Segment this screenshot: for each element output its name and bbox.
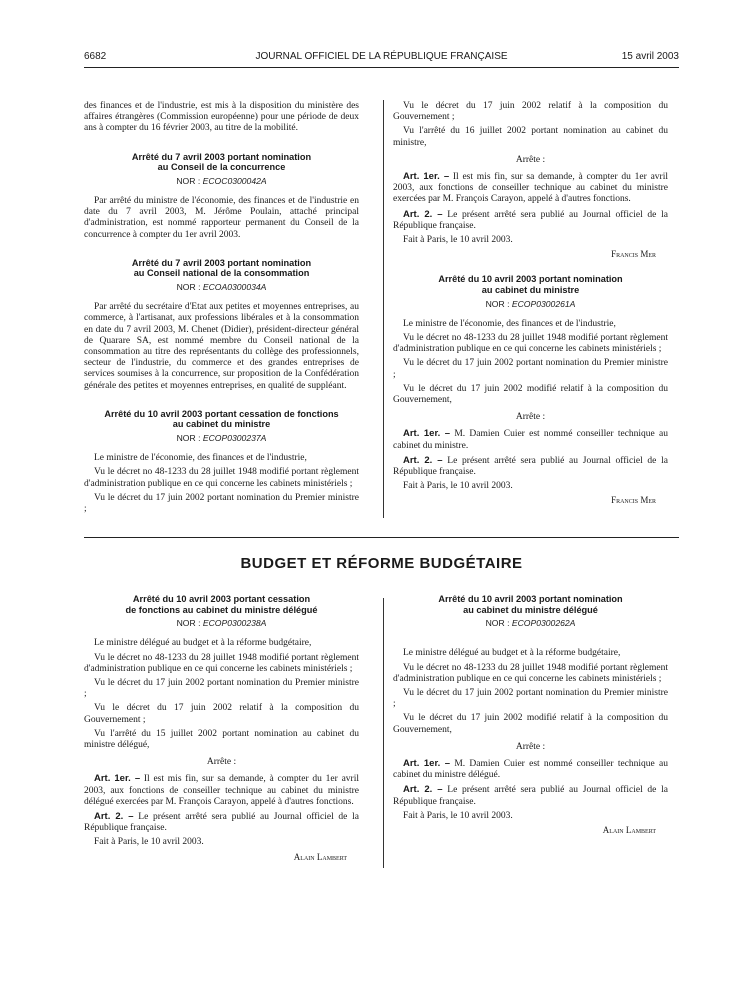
signature: Alain Lambert xyxy=(602,825,656,836)
article-2: Art. 2. – Le présent arrêté sera publié au Journal officiel de la République française. xyxy=(393,208,668,231)
signing-date: Fait à Paris, le 10 avril 2003. xyxy=(403,235,513,246)
decree-paragraph: Vu le décret du 17 juin 2002 portant nomination du Premier ministre ; xyxy=(393,358,668,380)
article-1: Art. 1er. – Il est mis fin, sur sa demande, à compter du 1er avril 2003, aux fonctions de conseiller technique au cabinet du ministre exercées par M. François Carayon, appelé à d'autres fonctions. xyxy=(393,171,668,205)
signing-date: Fait à Paris, le 10 avril 2003. xyxy=(403,481,513,492)
decree-title: Arrêté du 7 avril 2003 portant nomination au Conseil de la concurrence xyxy=(131,151,312,173)
decree-title: Arrêté du 7 avril 2003 portant nomination au Conseil national de la consommation xyxy=(131,257,312,279)
left-column-bottom xyxy=(84,594,359,863)
article-1: Art. 1er. – Il est mis fin, sur sa demande, à compter du 1er avril 2003, aux fonctions de conseiller technique au cabinet du ministre délégué exercées par M. François Carayon, appelé à d'autres fonctions. xyxy=(84,773,359,807)
decree-body: Par arrêté du ministre de l'économie, des finances et de l'industrie en date du 7 avril 2003, M. Jérôme Poulain, attaché principal d'administration, est nommé rapporteur permanent du Conseil de la concurrence à compter du 1er avril 2003. xyxy=(84,196,359,240)
article-2: Art. 2. – Le présent arrêté sera publié au Journal officiel de la République française. xyxy=(84,811,359,834)
decree-title: Arrêté du 10 avril 2003 portant nomination au cabinet du ministre délégué xyxy=(438,594,623,615)
article-2: Art. 2. – Le présent arrêté sera publié au Journal officiel de la République française. xyxy=(393,454,668,478)
arrete-heading: Arrête : xyxy=(515,154,546,165)
decree-paragraph: Vu le décret du 17 juin 2002 portant nomination du Premier ministre ; xyxy=(84,678,359,700)
section-rule xyxy=(84,537,679,538)
decree-title: Arrêté du 10 avril 2003 portant cessation de fonctions au cabinet du ministre délégué xyxy=(125,594,318,615)
decree-title: Arrêté du 10 avril 2003 portant cessation de fonctions au cabinet du ministre xyxy=(104,408,339,430)
arrete-heading: Arrête : xyxy=(515,741,546,752)
nor-reference: NOR : ECOA0300034A xyxy=(176,282,267,292)
decree-paragraph: Vu le décret du 17 juin 2002 relatif à la composition du Gouvernement ; xyxy=(393,101,668,123)
decree-paragraph: Vu le décret du 17 juin 2002 relatif à la composition du Gouvernement ; xyxy=(84,703,359,725)
continuation-text: des finances et de l'industrie, est mis à la disposition du ministère des affaires étrangères (Commission européenne) pour une période de deux ans à compter du 16 février 2003, au titre de la mobilité. xyxy=(84,101,359,134)
left-column-top xyxy=(84,101,359,518)
nor-reference: NOR : ECOP0300238A xyxy=(176,618,267,629)
page-header xyxy=(84,51,679,65)
decree-body: Par arrêté du secrétaire d'Etat aux petites et moyennes entreprises, au commerce, à l'artisanat, aux professions libérales et à la consommation en date du 7 avril 2003, M. Chenet (Didier), président-directeur général de Quarare SA, est nommé membre du Conseil national de la consommation au titre des représentants du collège des professionnels, secteur de l'industrie, du commerce et des grandes entreprises de services soumises à la concurrence, sur proposition de la Confédération générale des petites et moyennes entreprises, en qualité de suppléant. xyxy=(84,302,359,391)
decree-paragraph: Vu le décret du 17 juin 2002 modifié relatif à la composition du Gouvernement, xyxy=(393,383,668,406)
decree-paragraph: Vu l'arrêté du 16 juillet 2002 portant nomination au cabinet du ministre, xyxy=(393,126,668,148)
decree-paragraph: Vu le décret no 48-1233 du 28 juillet 1948 modifié portant règlement d'administration publique en ce qui concerne les cabinets ministériels ; xyxy=(393,333,668,355)
signing-date: Fait à Paris, le 10 avril 2003. xyxy=(403,810,513,821)
page-number: 6682 xyxy=(84,51,107,62)
article-1: Art. 1er. – M. Damien Cuier est nommé conseiller technique au cabinet du ministre délégué. xyxy=(393,758,669,781)
signature: Francis Mer xyxy=(611,249,656,260)
signature: Alain Lambert xyxy=(293,851,347,862)
right-column-bottom xyxy=(393,594,668,836)
signing-date: Fait à Paris, le 10 avril 2003. xyxy=(94,837,204,848)
nor-reference: NOR : ECOP0300261A xyxy=(485,298,576,309)
nor-reference: NOR : ECOP0300237A xyxy=(176,433,267,444)
nor-reference: NOR : ECOC0300042A xyxy=(176,175,267,186)
signature: Francis Mer xyxy=(611,495,656,506)
arrete-heading: Arrête : xyxy=(515,412,546,423)
decree-paragraph: Vu le décret no 48-1233 du 28 juillet 1948 modifié portant règlement d'administration publique en ce qui concerne les cabinets ministériels ; xyxy=(393,662,668,684)
issue-date: 15 avril 2003 xyxy=(621,51,679,62)
article-2: Art. 2. – Le présent arrêté sera publié au Journal officiel de la République française. xyxy=(393,784,668,807)
decree-title: Arrêté du 10 avril 2003 portant nomination au cabinet du ministre xyxy=(438,274,623,296)
decree-paragraph: Vu le décret du 17 juin 2002 portant nomination du Premier ministre ; xyxy=(393,688,668,710)
decree-paragraph: Le ministre de l'économie, des finances et de l'industrie, xyxy=(403,318,616,329)
arrete-heading: Arrête : xyxy=(206,757,237,768)
decree-paragraph: Vu le décret no 48-1233 du 28 juillet 1948 modifié portant règlement d'administration publique en ce qui concerne les cabinets ministériels ; xyxy=(84,652,359,674)
decree-paragraph: Vu le décret du 17 juin 2002 portant nomination du Premier ministre ; xyxy=(84,492,359,515)
decree-paragraph: Vu le décret du 17 juin 2002 modifié relatif à la composition du Gouvernement, xyxy=(393,713,668,735)
decree-paragraph: Le ministre délégué au budget et à la réforme budgétaire, xyxy=(403,648,621,659)
article-1: Art. 1er. – M. Damien Cuier est nommé conseiller technique au cabinet du ministre. xyxy=(393,428,669,451)
journal-title: JOURNAL OFFICIEL DE LA RÉPUBLIQUE FRANÇAISE xyxy=(255,51,508,62)
column-divider-bottom xyxy=(383,598,384,868)
section-title: BUDGET ET RÉFORME BUDGÉTAIRE xyxy=(240,555,523,572)
column-divider-top xyxy=(383,100,384,518)
nor-reference: NOR : ECOP0300262A xyxy=(485,618,576,629)
header-rule xyxy=(84,67,679,68)
decree-paragraph: Vu l'arrêté du 15 juillet 2002 portant nomination au cabinet du ministre délégué, xyxy=(84,728,359,751)
decree-paragraph: Le ministre de l'économie, des finances et de l'industrie, xyxy=(94,453,307,464)
decree-paragraph: Le ministre délégué au budget et à la réforme budgétaire, xyxy=(94,638,312,649)
decree-paragraph: Vu le décret no 48-1233 du 28 juillet 1948 modifié portant règlement d'administration publique en ce qui concerne les cabinets ministériels ; xyxy=(84,467,359,489)
right-column-top xyxy=(393,101,668,507)
